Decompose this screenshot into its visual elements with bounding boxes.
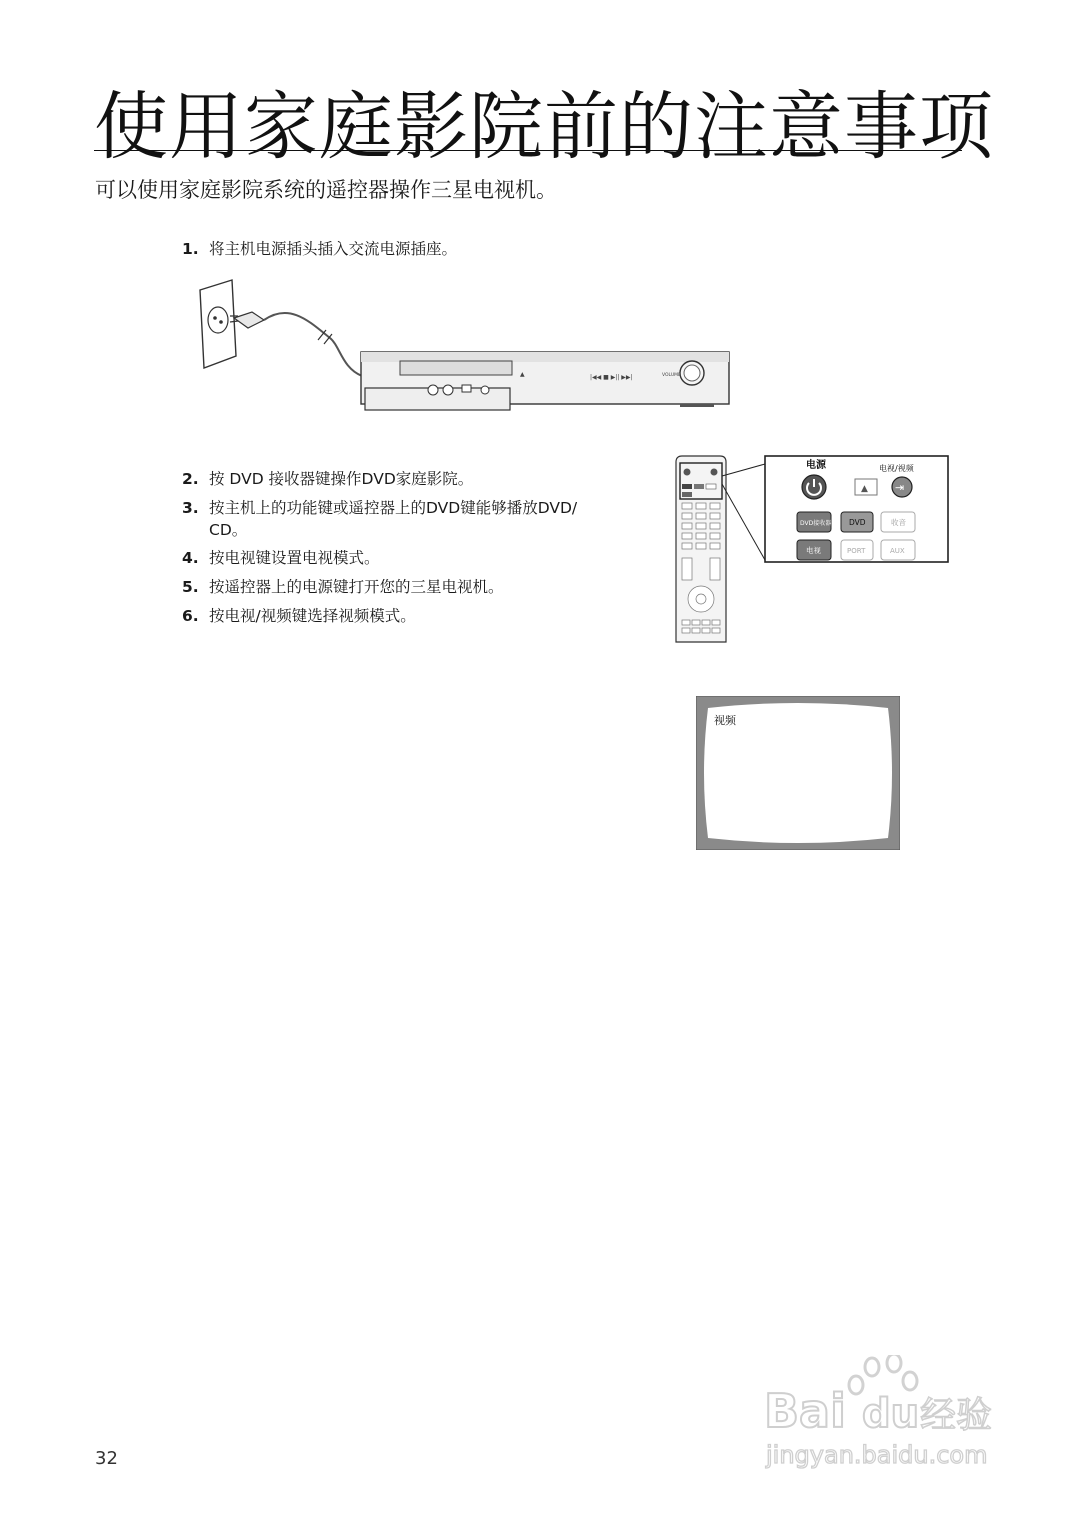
page-number: 32 [95, 1448, 118, 1469]
watermark-brand-2: du [862, 1391, 920, 1437]
button-label: PORT [847, 547, 866, 555]
svg-text:▲: ▲ [520, 371, 525, 378]
step-number: 6. [182, 607, 199, 625]
button-label: AUX [890, 547, 905, 555]
remote-control-icon [676, 456, 726, 642]
watermark-url: jingyan.baidu.com [766, 1441, 988, 1469]
step-number: 1. [182, 240, 199, 258]
step-text: 按电视键设置电视模式。 [209, 549, 380, 567]
power-label: 电源 [806, 460, 826, 471]
step-1 [182, 238, 457, 260]
step-number: 2. [182, 470, 199, 488]
input-source-icon: ⇥ [895, 481, 905, 494]
step-text: 按主机上的功能键或遥控器上的DVD键能够播放DVD/ [209, 499, 578, 517]
dvd-receiver-unit [361, 352, 729, 410]
tv-screen [696, 696, 900, 850]
baidu-watermark [760, 1355, 1020, 1475]
watermark-jingyan: 经验 [920, 1395, 993, 1436]
button-label: DVD [849, 518, 866, 527]
step-text: 按 DVD 接收器键操作DVD家庭影院。 [209, 470, 474, 488]
step-3 [182, 497, 577, 541]
button-label: DVD接收器 [800, 520, 832, 527]
watermark-brand: Bai [764, 1384, 846, 1438]
paw-icon [849, 1355, 917, 1394]
button-label: 电视 [806, 546, 821, 555]
step-4 [182, 547, 380, 569]
volume-label: VOLUME [662, 373, 681, 378]
page-title: 使用家庭影院前的注意事项 [94, 84, 994, 170]
remote-illustration [672, 452, 954, 644]
step-text: 将主机电源插头插入交流电源插座。 [209, 240, 458, 258]
page-subtitle: 可以使用家庭影院系统的遥控器操作三星电视机。 [95, 178, 557, 202]
step-text-cont: CD。 [209, 521, 248, 539]
step-text: 按电视/视频键选择视频模式。 [209, 607, 416, 625]
step-number: 3. [182, 499, 199, 517]
receiver-illustration [190, 272, 735, 412]
step-5 [182, 576, 504, 598]
remote-callout [765, 456, 948, 562]
svg-text:|◀◀ ■ ▶|| ▶▶|: |◀◀ ■ ▶|| ▶▶| [590, 374, 633, 381]
title-rule [94, 150, 962, 151]
eject-icon: ▲ [861, 484, 868, 494]
step-number: 5. [182, 578, 199, 596]
tv-screen-text: 视频 [714, 714, 736, 727]
wall-outlet-icon [200, 280, 236, 368]
step-number: 4. [182, 549, 199, 567]
step-6 [182, 605, 416, 627]
button-label: 收音 [891, 518, 906, 527]
step-2 [182, 468, 473, 490]
tv-video-label: 电视/视频 [879, 464, 914, 473]
step-text: 按遥控器上的电源键打开您的三星电视机。 [209, 578, 504, 596]
